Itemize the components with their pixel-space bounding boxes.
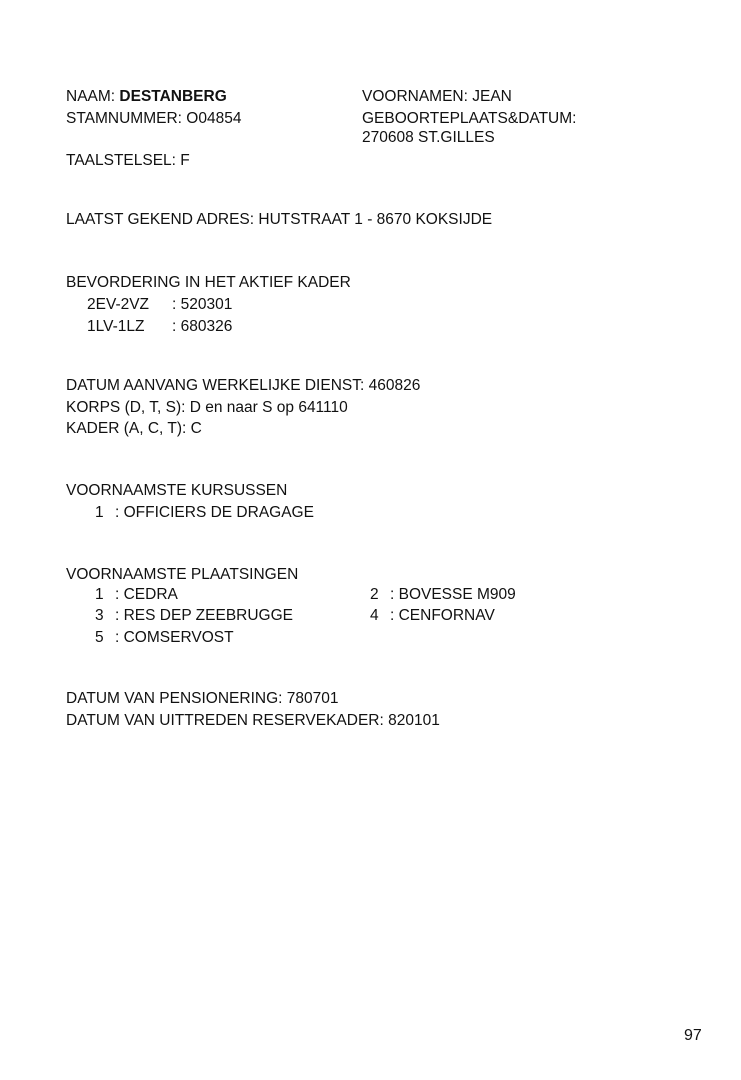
taalstelsel-value: F: [180, 152, 190, 169]
aanvang-value: 460826: [368, 377, 421, 394]
stamnummer-label: STAMNUMMER:: [66, 110, 182, 127]
plaatsing-text: : BOVESSE M909: [390, 586, 516, 603]
kursus-num: 1: [95, 504, 104, 521]
voornamen-line: [362, 86, 512, 108]
bevordering-date: : 680326: [172, 318, 233, 335]
stamnummer-line: [66, 108, 241, 130]
geboorte-value: 270608 ST.GILLES: [362, 129, 495, 146]
plaatsing-text: : CENFORNAV: [390, 607, 495, 624]
taalstelsel-label: TAALSTELSEL:: [66, 152, 176, 169]
kursus-text: : OFFICIERS DE DRAGAGE: [115, 504, 314, 521]
plaatsingen-title: VOORNAAMSTE PLAATSINGEN: [66, 566, 299, 583]
korps-label: KORPS (D, T, S):: [66, 399, 186, 416]
geboorte-label: GEBOORTEPLAATS&DATUM:: [362, 110, 577, 127]
taalstelsel-line: [66, 150, 190, 172]
plaatsing-text: : COMSERVOST: [115, 629, 234, 646]
page-number: 97: [684, 1027, 702, 1044]
bevordering-title: BEVORDERING IN HET AKTIEF KADER: [66, 274, 351, 291]
kader-label: KADER (A, C, T):: [66, 420, 187, 437]
voornamen-label: VOORNAMEN:: [362, 88, 468, 105]
aanvang-line: [66, 375, 420, 397]
pensionering-label: DATUM VAN PENSIONERING:: [66, 690, 283, 707]
kader-value: C: [190, 420, 202, 437]
bevordering-date: : 520301: [172, 296, 233, 313]
plaatsing-num: 1: [95, 586, 104, 603]
stamnummer-value: O04854: [186, 110, 242, 127]
korps-line: [66, 397, 348, 419]
plaatsing-num: 5: [95, 629, 104, 646]
plaatsing-num: 2: [370, 586, 379, 603]
pensionering-line: [66, 688, 339, 710]
adres-value: HUTSTRAAT 1 - 8670 KOKSIJDE: [258, 211, 493, 228]
adres-line: [66, 209, 492, 231]
uittreden-value: 820101: [388, 712, 440, 729]
plaatsing-text: : RES DEP ZEEBRUGGE: [115, 607, 294, 624]
pensionering-value: 780701: [286, 690, 339, 707]
plaatsing-text: : CEDRA: [115, 586, 178, 603]
korps-value: D en naar S op 641110: [189, 399, 348, 416]
kader-line: [66, 418, 202, 440]
aanvang-label: DATUM AANVANG WERKELIJKE DIENST:: [66, 377, 365, 394]
kursussen-title: VOORNAAMSTE KURSUSSEN: [66, 482, 288, 499]
uittreden-line: [66, 710, 440, 732]
bevordering-rank: 1LV-1LZ: [87, 318, 145, 335]
naam-line: [66, 86, 227, 108]
naam-label: NAAM:: [66, 88, 116, 105]
plaatsing-num: 3: [95, 607, 104, 624]
naam-value: DESTANBERG: [119, 88, 227, 105]
uittreden-label: DATUM VAN UITTREDEN RESERVEKADER:: [66, 712, 384, 729]
bevordering-rank: 2EV-2VZ: [87, 296, 150, 313]
voornamen-value: JEAN: [472, 88, 512, 105]
adres-label: LAATST GEKEND ADRES:: [66, 211, 255, 228]
plaatsing-num: 4: [370, 607, 379, 624]
